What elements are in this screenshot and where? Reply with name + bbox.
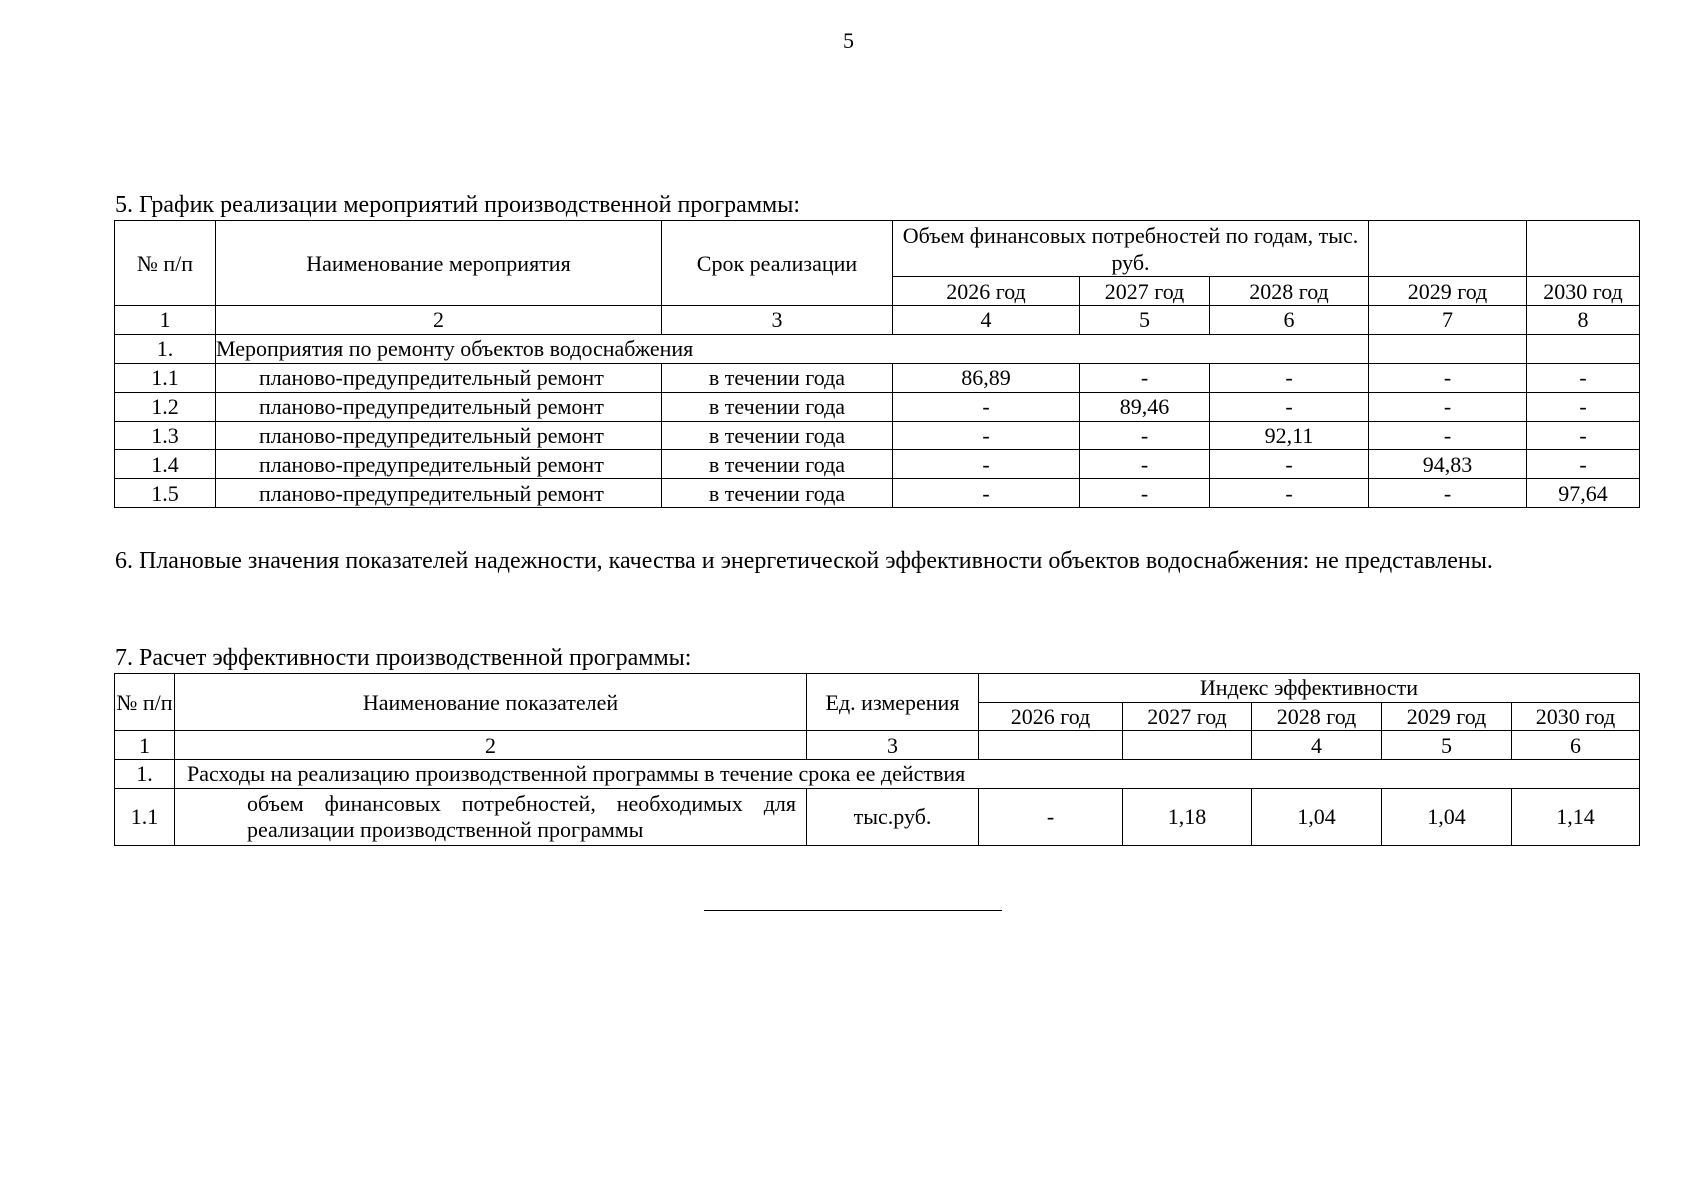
section-5-title: 5. График реализации мероприятий производственной программы: <box>115 192 800 218</box>
table-row <box>115 479 1640 508</box>
header-num: № п/п <box>115 674 175 731</box>
row-value: - <box>979 788 1123 845</box>
row-term: в течении года <box>662 363 893 392</box>
row-term: в течении года <box>662 450 893 479</box>
column-number: 3 <box>662 306 893 335</box>
header-year: 2028 год <box>1252 702 1382 731</box>
column-number <box>1123 731 1252 760</box>
row-name: планово-предупредительный ремонт <box>216 479 662 508</box>
row-value: - <box>1527 421 1640 450</box>
table-row <box>115 450 1640 479</box>
column-number: 1 <box>115 306 216 335</box>
row-value: - <box>1080 363 1210 392</box>
header-year: 2028 год <box>1210 277 1369 306</box>
header-index: Индекс эффективности <box>979 674 1640 703</box>
row-value: - <box>893 421 1080 450</box>
row-num: 1.1 <box>115 788 175 845</box>
schedule-column-numbers <box>115 306 1640 335</box>
column-number: 4 <box>893 306 1080 335</box>
efficiency-group-row <box>115 760 1640 789</box>
column-number: 2 <box>216 306 662 335</box>
row-name: объем финансовых потребностей, необходимых для реализации производственной программы <box>175 788 807 845</box>
schedule-table <box>114 220 1640 508</box>
schedule-group-row <box>115 334 1640 363</box>
end-separator-line <box>704 910 1002 911</box>
row-value: 86,89 <box>893 363 1080 392</box>
column-number: 5 <box>1080 306 1210 335</box>
row-num: 1.5 <box>115 479 216 508</box>
row-value: 92,11 <box>1210 421 1369 450</box>
row-value: 1,04 <box>1382 788 1512 845</box>
efficiency-table <box>114 673 1640 846</box>
row-value: - <box>893 392 1080 421</box>
header-finance: Объем финансовых потребностей по годам, тыс. руб. <box>893 221 1369 277</box>
column-number: 4 <box>1252 731 1382 760</box>
row-value: 1,14 <box>1512 788 1640 845</box>
header-year: 2029 год <box>1382 702 1512 731</box>
row-term: в течении года <box>662 479 893 508</box>
schedule-header-row <box>115 221 1640 277</box>
efficiency-header-row <box>115 674 1640 703</box>
row-num: 1.2 <box>115 392 216 421</box>
group-empty <box>1527 334 1640 363</box>
header-num: № п/п <box>115 221 216 306</box>
row-value: - <box>1369 392 1527 421</box>
header-name: Наименование показателей <box>175 674 807 731</box>
header-empty <box>1369 221 1527 277</box>
header-name: Наименование мероприятия <box>216 221 662 306</box>
header-year: 2030 год <box>1512 702 1640 731</box>
row-value: 1,18 <box>1123 788 1252 845</box>
header-term: Срок реализации <box>662 221 893 306</box>
row-value: - <box>1369 479 1527 508</box>
header-year: 2026 год <box>979 702 1123 731</box>
row-name: планово-предупредительный ремонт <box>216 363 662 392</box>
row-value: - <box>1080 421 1210 450</box>
row-value: 97,64 <box>1527 479 1640 508</box>
header-year: 2030 год <box>1527 277 1640 306</box>
row-value: - <box>893 450 1080 479</box>
row-value: - <box>1210 479 1369 508</box>
header-year: 2027 год <box>1123 702 1252 731</box>
column-number: 6 <box>1210 306 1369 335</box>
column-number: 1 <box>115 731 175 760</box>
section-6-text: 6. Плановые значения показателей надежности, качества и энергетической эффективности объектов водоснабжения: не представлены. <box>115 548 1493 574</box>
group-num: 1. <box>115 760 175 789</box>
header-empty <box>1527 221 1640 277</box>
row-value: - <box>1210 363 1369 392</box>
row-num: 1.1 <box>115 363 216 392</box>
table-row <box>115 788 1640 845</box>
row-value: - <box>893 479 1080 508</box>
row-num: 1.3 <box>115 421 216 450</box>
header-year: 2027 год <box>1080 277 1210 306</box>
column-number <box>979 731 1123 760</box>
efficiency-column-numbers <box>115 731 1640 760</box>
group-num: 1. <box>115 334 216 363</box>
row-value: - <box>1080 479 1210 508</box>
row-value: - <box>1369 421 1527 450</box>
row-term: в течении года <box>662 392 893 421</box>
row-value: - <box>1210 450 1369 479</box>
row-value: - <box>1527 392 1640 421</box>
column-number: 3 <box>807 731 979 760</box>
row-name: планово-предупредительный ремонт <box>216 450 662 479</box>
group-name: Мероприятия по ремонту объектов водоснабжения <box>216 334 1369 363</box>
row-unit: тыс.руб. <box>807 788 979 845</box>
row-value: - <box>1527 450 1640 479</box>
row-num: 1.4 <box>115 450 216 479</box>
row-value: 89,46 <box>1080 392 1210 421</box>
row-term: в течении года <box>662 421 893 450</box>
row-value: - <box>1210 392 1369 421</box>
column-number: 2 <box>175 731 807 760</box>
table-row <box>115 421 1640 450</box>
header-year: 2029 год <box>1369 277 1527 306</box>
header-unit: Ед. измерения <box>807 674 979 731</box>
header-year: 2026 год <box>893 277 1080 306</box>
row-value: - <box>1080 450 1210 479</box>
table-row <box>115 392 1640 421</box>
column-number: 6 <box>1512 731 1640 760</box>
group-empty <box>1369 334 1527 363</box>
row-name: планово-предупредительный ремонт <box>216 392 662 421</box>
page-number: 5 <box>843 28 854 53</box>
row-value: - <box>1527 363 1640 392</box>
section-7-title: 7. Расчет эффективности производственной программы: <box>115 645 692 671</box>
group-name: Расходы на реализацию производственной программы в течение срока ее действия <box>175 760 1640 789</box>
row-value: - <box>1369 363 1527 392</box>
column-number: 8 <box>1527 306 1640 335</box>
table-row <box>115 363 1640 392</box>
row-value: 1,04 <box>1252 788 1382 845</box>
row-value: 94,83 <box>1369 450 1527 479</box>
column-number: 7 <box>1369 306 1527 335</box>
column-number: 5 <box>1382 731 1512 760</box>
row-name: планово-предупредительный ремонт <box>216 421 662 450</box>
